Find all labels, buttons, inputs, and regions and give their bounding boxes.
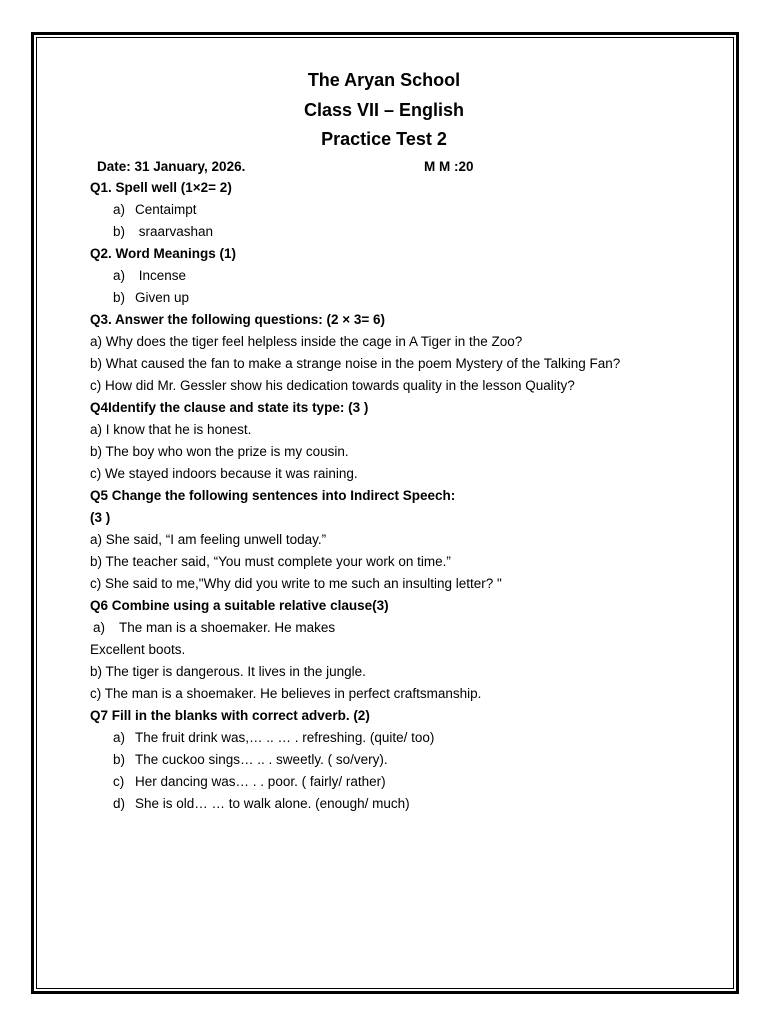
question-line: b) What caused the fan to make a strange noise in the poem Mystery of the Talking Fan? — [90, 356, 621, 371]
q3-heading: Q3. Answer the following questions: (2 × 3= 6) — [90, 312, 386, 327]
list-item — [113, 224, 213, 239]
question-line: b) The boy who won the prize is my cousin. — [90, 444, 349, 459]
item-text: The man is a shoemaker. He makes — [119, 620, 336, 635]
item-text: Centaimpt — [135, 202, 197, 217]
question-line: b) The teacher said, “You must complete your work on time.” — [90, 554, 451, 569]
list-item — [113, 202, 197, 217]
list-item — [113, 268, 186, 283]
question-line: c) She said to me,"Why did you write to me such an insulting letter? " — [90, 576, 502, 591]
item-text: The fruit drink was,… .. … . refreshing. (quite/ too) — [135, 730, 435, 745]
question-line: b) The tiger is dangerous. It lives in the jungle. — [90, 664, 366, 679]
question-line: a) Why does the tiger feel helpless inside the cage in A Tiger in the Zoo? — [90, 334, 523, 349]
list-item — [113, 752, 388, 767]
item-label: b) — [113, 224, 126, 239]
item-label: a) — [113, 730, 126, 745]
item-text: Her dancing was… . . poor. ( fairly/ rather) — [135, 774, 386, 789]
item-text: She is old… … to walk alone. (enough/ much) — [135, 796, 410, 811]
question-line: c) The man is a shoemaker. He believes in perfect craftsmanship. — [90, 686, 482, 701]
item-label: a) — [93, 620, 106, 635]
q4-heading: Q4Identify the clause and state its type: (3 ) — [90, 400, 369, 415]
list-item — [113, 290, 189, 305]
list-item — [113, 796, 410, 811]
q2-heading: Q2. Word Meanings (1) — [90, 246, 237, 261]
max-marks-label: M M :20 — [424, 159, 474, 174]
item-text: Given up — [135, 290, 190, 305]
test-title: Practice Test 2 — [321, 129, 447, 149]
date-label: Date: 31 January, 2026. — [97, 159, 246, 174]
item-label: a) — [113, 268, 126, 283]
school-title: The Aryan School — [307, 70, 461, 90]
item-label: a) — [113, 202, 126, 217]
class-title: Class VII – English — [303, 100, 465, 120]
question-line: a) She said, “I am feeling unwell today.” — [90, 532, 327, 547]
question-line: c) How did Mr. Gessler show his dedication towards quality in the lesson Quality? — [90, 378, 575, 393]
item-text: The cuckoo sings… .. . sweetly. ( so/very). — [135, 752, 388, 767]
q6-heading: Q6 Combine using a suitable relative clause(3) — [90, 598, 389, 613]
question-line-cont: Excellent boots. — [90, 642, 186, 657]
list-item — [113, 730, 434, 745]
item-label: b) — [113, 752, 126, 767]
q7-heading: Q7 Fill in the blanks with correct adverb. (2) — [90, 708, 370, 723]
item-text: Incense — [135, 268, 187, 283]
question-line: a) I know that he is honest. — [90, 422, 252, 437]
q5-heading: Q5 Change the following sentences into Indirect Speech: — [90, 488, 456, 503]
question-line: c) We stayed indoors because it was raining. — [90, 466, 358, 481]
list-item — [93, 620, 335, 635]
item-label: b) — [113, 290, 126, 305]
item-text: sraarvashan — [135, 224, 214, 239]
list-item — [113, 774, 386, 789]
q5-marks: (3 ) — [90, 510, 111, 525]
item-label: c) — [113, 774, 125, 789]
item-label: d) — [113, 796, 126, 811]
q1-heading: Q1. Spell well (1×2= 2) — [90, 180, 232, 195]
